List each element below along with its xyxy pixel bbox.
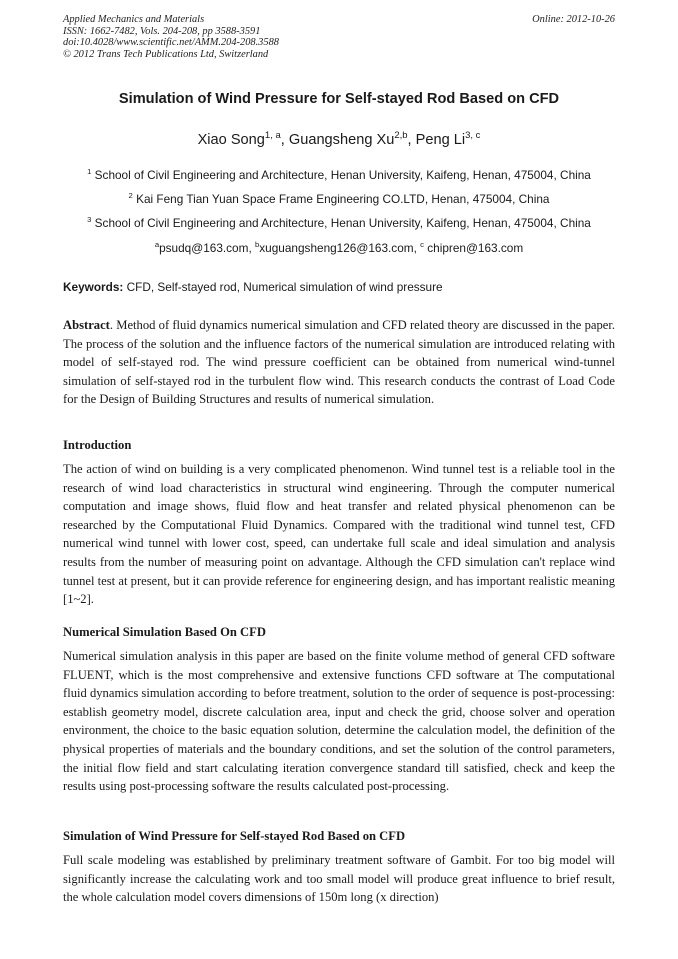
author-name: Peng Li [415,132,466,148]
keywords-text: CFD, Self-stayed rod, Numerical simulation of wind pressure [126,280,443,294]
email-line [0,241,678,255]
section-body: The action of wind on building is a very complicated phenomenon. Wind tunnel test is a reliable tool in the research of wind load characteristics in structural wind engineering. Through the computer numerical computation and image shows, fluid flow and heat transfer and related physical phenomenon can be researched by the Computational Fluid Dynamics. Compared with the traditional wind tunnel test, CFD numerical wind tunnel with lower cost, speed, can undertake full scale and ideal simulation and analysis results from the number of measuring point on advantage. Although the CFD simulation can't replace wind tunnel test at present, but it can provide reference for engineering design, and has important realistic meaning [1~2]. [63,462,615,607]
author-list: Xiao Song$^{1, a}$, Guangsheng Xu$^{2,b}$, Peng Li$^{3, c}$ [197,130,481,148]
email-mark: b [255,240,260,250]
email-address: chipren@163.com [427,241,524,255]
affiliation-number: 1 [87,167,92,177]
affiliation [0,216,678,230]
affiliation-text: Kai Feng Tian Yuan Space Frame Engineering CO.LTD, Henan, 475004, China [136,192,550,206]
affiliation [0,168,678,182]
author-name: Guangsheng Xu [288,132,395,148]
keywords-label: Keywords: [63,280,124,294]
affiliation-text: School of Civil Engineering and Architecture, Henan University, Kaifeng, Henan, 475004, China [94,216,591,230]
section-body: Full scale modeling was established by preliminary treatment software of Gambit. For too big model will significantly increase the calculating work and too small model will produce great influence to brief result, the whole calculation model covers dimensions of 150m long (x direction) [63,853,615,905]
email-mark: c [420,240,424,250]
section-body: Numerical simulation analysis in this paper are based on the finite volume method of general CFD software FLUENT, which is the most comprehensive and extensive functions CFD software at The computational fluid dynamics simulation according to before treatment, solution to the order of sequence is post-processing: establish geometry model, discrete calculation area, input and check the grid, choose solver and operation environment, the choice to the basic equation solution, determine the calculation model, the definition of the physical properties of materials and the boundary conditions, and set the solution of the control parameters, the initial flow field and start calculating iteration convergence standard till satisfied, check and keep the results using post-processing software the results calculated post-processing. [63,649,615,794]
section-heading: Introduction [63,438,132,452]
affiliation-number: 2 [128,191,133,201]
abstract [63,316,615,409]
online-date: Online: 2012-10-26 [532,14,615,25]
section-heading: Numerical Simulation Based On CFD [63,625,266,639]
author-name: Xiao Song [197,132,265,148]
journal-name: Applied Mechanics and Materials [63,14,205,25]
affiliation [0,192,678,206]
affiliation-number: 3 [87,215,92,225]
author-affil-mark: 3, c [465,130,481,142]
paper-title: Simulation of Wind Pressure for Self-stayed Rod Based on CFD [118,91,560,107]
journal-header [63,14,279,60]
issn-line: ISSN: 1662-7482, Vols. 204-208, pp 3588-3591 [63,25,261,37]
doi-line: doi:10.4028/www.scientific.net/AMM.204-208.3588 [63,37,279,49]
email-address: psudq@163.com, [159,241,252,255]
author-affil-mark: 1, a [264,130,281,142]
author-affil-mark: 2,b [394,130,408,142]
email-mark: a [154,240,160,250]
abstract-text: . Method of fluid dynamics numerical simulation and CFD related theory are discussed in the paper. The process of the solution and the influence factors of the numerical simulation are introduced relating with model of self-stayed rod. The wind pressure coefficient can be obtained from numerical wind-tunnel simulation of self-stayed rod in the turbulent flow wind. This research conducts the contrast of Load Code for the Design of Building Structures and results of numerical simulation. [63,318,615,407]
email-address: xuguangsheng126@163.com, [259,241,417,255]
copyright-line: © 2012 Trans Tech Publications Ltd, Switzerland [63,48,269,60]
abstract-label: Abstract [63,318,110,332]
affiliation-text: School of Civil Engineering and Architecture, Henan University, Kaifeng, Henan, 475004, China [94,168,591,182]
keywords [63,280,615,294]
section-heading: Simulation of Wind Pressure for Self-stayed Rod Based on CFD [63,829,406,843]
